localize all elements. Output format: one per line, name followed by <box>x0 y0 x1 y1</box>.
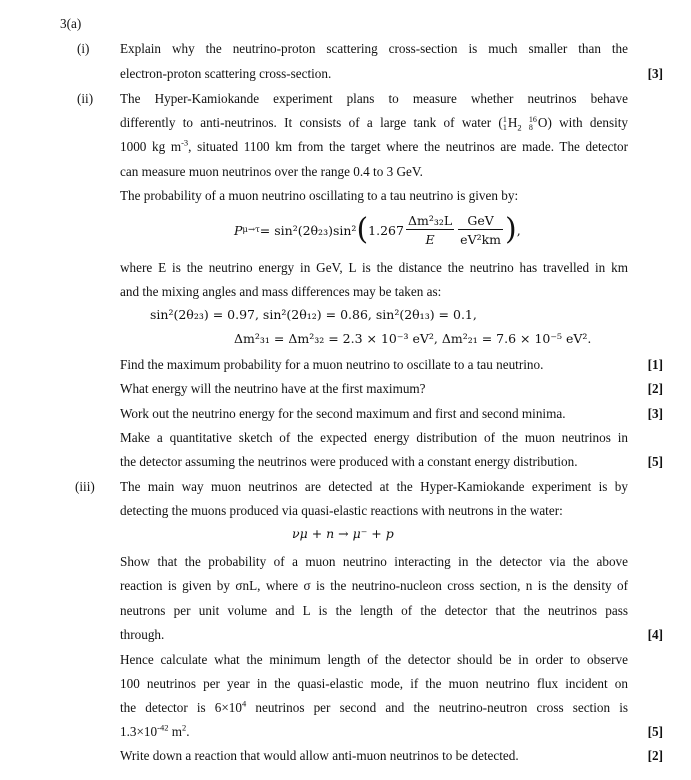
part-ii-number: (ii) <box>77 91 94 106</box>
part-iii-line-1: The main way muon neutrinos are detected at the Hyper-Kamiokande experiment is by <box>120 479 628 494</box>
where-line-1: where E is the neutrino energy in GeV, L is the distance the neutrino has travelled in km <box>120 260 628 275</box>
mark-anti-muon-reaction: [2] <box>647 748 663 763</box>
mark-first-maximum: [2] <box>647 381 663 396</box>
part-ii-para-line-4: can measure muon neutrinos over the range 0.4 to 3 GeV. <box>120 164 423 179</box>
hydrogen-notation: 1 1 <box>502 115 507 132</box>
mark-sketch: [5] <box>647 454 663 469</box>
question-sketch-line-1: Make a quantitative sketch of the expected energy distribution of the muon neutrinos in <box>120 430 628 445</box>
part-ii-para-line-3: 1000 kg $m^{-3}$, situated 1100 km from the target where the neutrinos are made. The detector <box>120 137 628 154</box>
hence-line-4: $1.3\times 10^{-42}$ $m^2$. <box>120 722 190 739</box>
part-i-line-1: Explain why the neutrino-proton scattering cross-section is much smaller than the <box>120 41 628 56</box>
part-iii-number: (iii) <box>75 479 95 494</box>
mark-second-maximum: [3] <box>647 406 663 421</box>
question-sketch-line-2: the detector assuming the neutrinos were produced with a constant energy distribution. <box>120 454 578 469</box>
question-second-maximum: Work out the neutrino energy for the second maximum and first and second minima. <box>120 406 566 421</box>
part-ii-para-line-1: The Hyper-Kamiokande experiment plans to measure whether neutrinos behave <box>120 91 628 106</box>
hence-line-2: 100 neutrinos per year in the quasi-elastic mode, if the muon neutrino flux incident on <box>120 676 628 691</box>
mark-max-probability: [1] <box>647 357 663 372</box>
part-i-number: (i) <box>77 41 90 56</box>
probability-intro: The probability of a muon neutrino oscillating to a tau neutrino is given by: <box>120 188 519 203</box>
question-label: 3(a) <box>60 16 82 31</box>
show-line-4: through. <box>120 627 165 642</box>
part-iii-line-2: detecting the muons produced via quasi-elastic reactions with neutrons in the water: <box>120 503 563 518</box>
question-anti-muon-reaction: Write down a reaction that would allow anti-muon neutrinos to be detected. <box>120 748 519 763</box>
where-line-2: and the mixing angles and mass differences may be taken as: <box>120 284 442 299</box>
question-first-maximum: What energy will the neutrino have at the first maximum? <box>120 381 426 396</box>
mixing-angles: sin²(2θ₂₃) = 0.97, sin²(2θ₁₂) = 0.86, sin²(2θ₁₃) = 0.1, <box>150 307 477 322</box>
show-line-2: reaction is given by σnL, where σ is the neutrino-nucleon cross section, n is the density of <box>120 578 628 593</box>
oxygen-notation: 16 8 <box>528 115 537 132</box>
mass-differences: Δm²₃₁ = Δm²₃₂ = 2.3 × 10⁻³ eV², Δm²₂₁ = 7.6 × 10⁻⁵ eV². <box>234 331 592 346</box>
part-i-line-2: electron-proton scattering cross-section. <box>120 66 332 81</box>
show-line-1: Show that the probability of a muon neutrino interacting in the detector via the above <box>120 554 628 569</box>
detection-reaction: νμ + n → μ⁻ + p <box>292 526 394 541</box>
oscillation-formula: P μ→τ = sin²(2θ₂₃)sin² ( 1.267 $\frac{\text{Δm²₃₂L}}{E}$ $\frac{\text{GeV}}{\text{eV²km}}$ ) , <box>234 212 521 247</box>
part-ii-para-line-2: differently to anti-neutrinos. It consists of a large tank of water ( 1 1 $H_2$ 16 8 O) with density <box>120 115 629 133</box>
hence-line-1: Hence calculate what the minimum length of the detector should be in order to observe <box>120 652 628 667</box>
question-max-probability: Find the maximum probability for a muon neutrino to oscillate to a tau neutrino. <box>120 357 544 372</box>
mark-hence: [5] <box>647 724 663 739</box>
part-i-mark: [3] <box>647 66 663 81</box>
hence-line-3: the detector is $6\times 10^4$ neutrinos per second and the neutrino-neutron cross section is <box>120 698 628 715</box>
show-line-3: neutrons per unit volume and L is the length of the detector that the neutrinos pass <box>120 603 628 618</box>
mark-show: [4] <box>647 627 663 642</box>
